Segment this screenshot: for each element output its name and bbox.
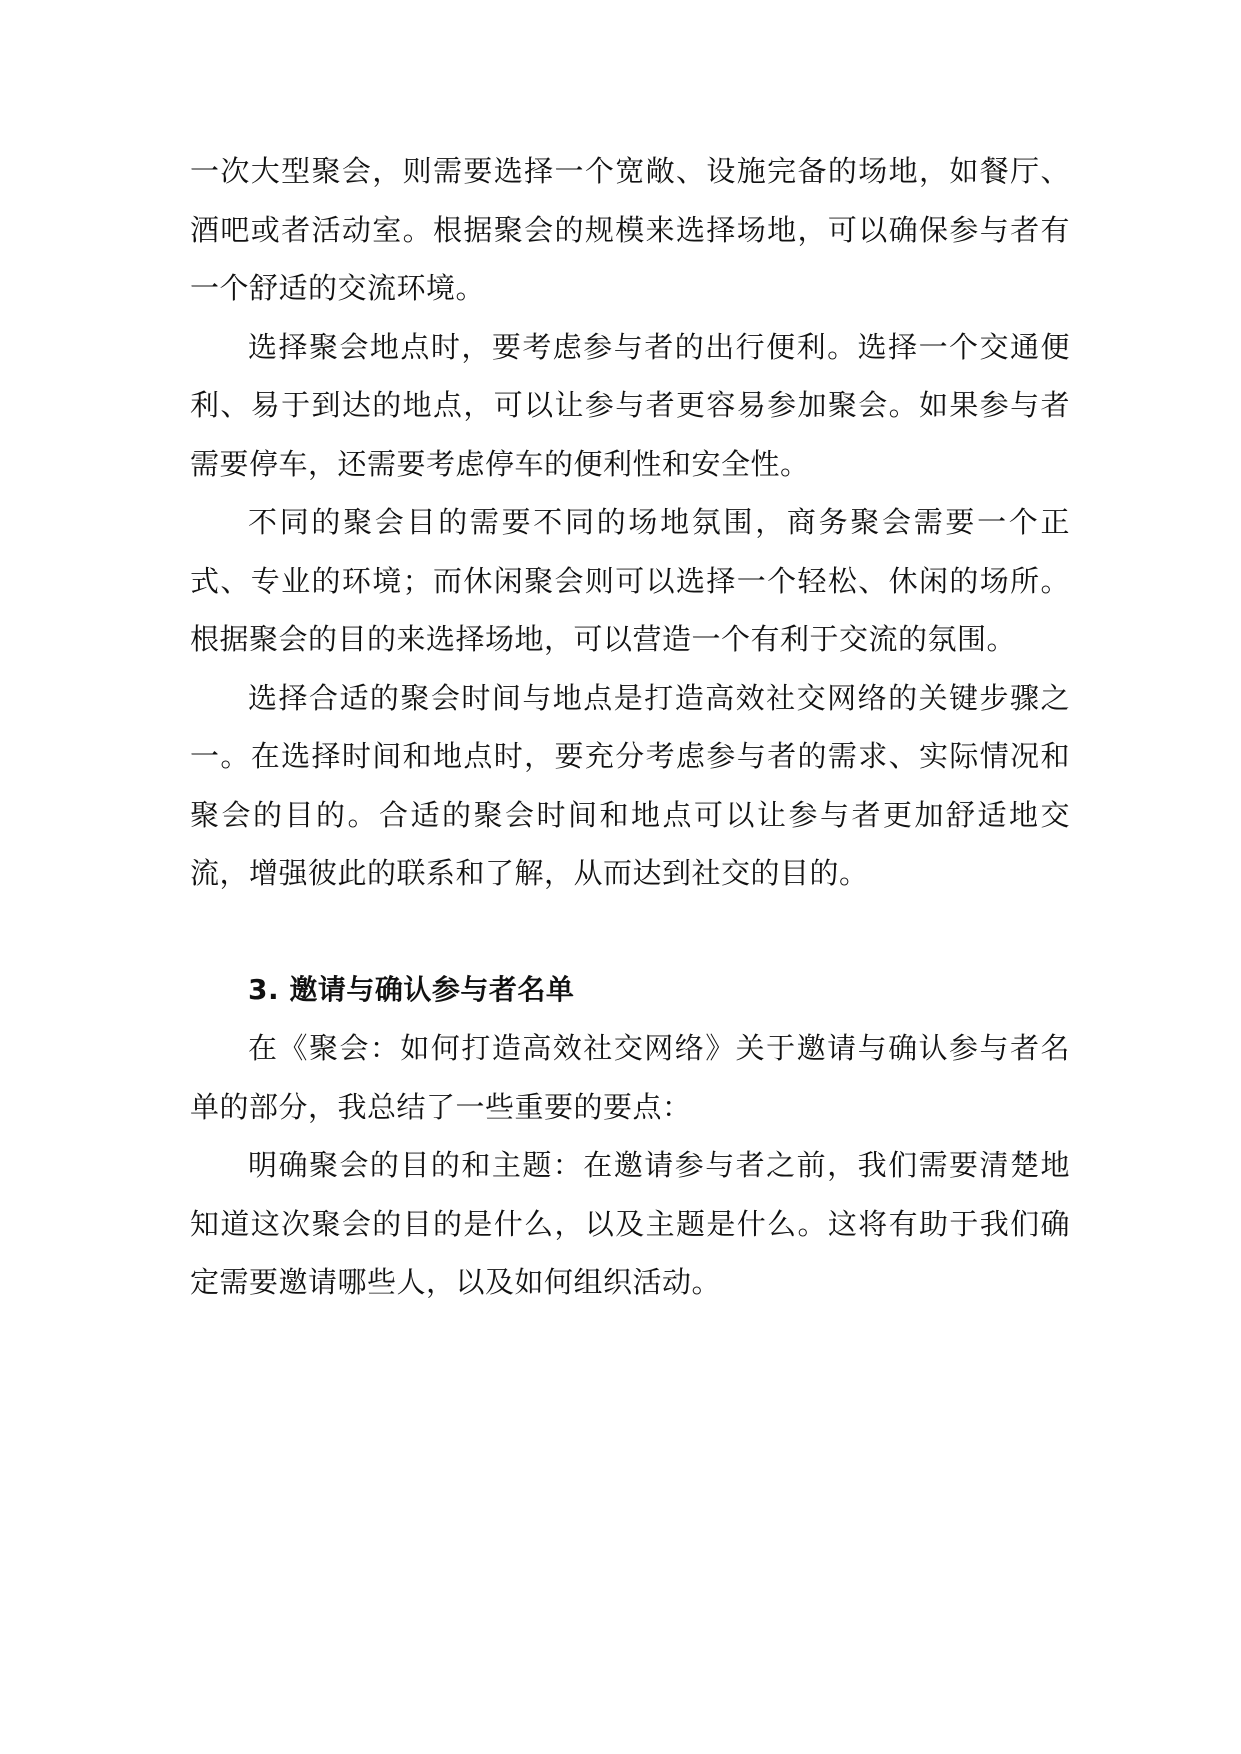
document-body	[190, 142, 1070, 1312]
paragraph: 明确聚会的目的和主题：在邀请参与者之前，我们需要清楚地知道这次聚会的目的是什么，以及主题是什么。这将有助于我们确定需要邀请哪些人，以及如何组织活动。	[190, 1148, 1070, 1299]
paragraph-continuation: 一次大型聚会，则需要选择一个宽敞、设施完备的场地，如餐厅、酒吧或者活动室。根据聚会的规模来选择场地，可以确保参与者有一个舒适的交流环境。	[190, 154, 1070, 305]
paragraph: 不同的聚会目的需要不同的场地氛围，商务聚会需要一个正式、专业的环境；而休闲聚会则可以选择一个轻松、休闲的场所。根据聚会的目的来选择场地，可以营造一个有利于交流的氛围。	[190, 505, 1070, 656]
paragraph: 选择合适的聚会时间与地点是打造高效社交网络的关键步骤之一。在选择时间和地点时，要充分考虑参与者的需求、实际情况和聚会的目的。合适的聚会时间和地点可以让参与者更加舒适地交流，增强彼此的联系和了解，从而达到社交的目的。	[190, 680, 1070, 890]
section-heading: 3. 邀请与确认参与者名单	[248, 972, 575, 1006]
paragraph: 在《聚会：如何打造高效社交网络》关于邀请与确认参与者名单的部分，我总结了一些重要的要点：	[190, 1031, 1070, 1124]
paragraph: 选择聚会地点时，要考虑参与者的出行便利。选择一个交通便利、易于到达的地点，可以让参与者更容易参加聚会。如果参与者需要停车，还需要考虑停车的便利性和安全性。	[190, 329, 1070, 481]
